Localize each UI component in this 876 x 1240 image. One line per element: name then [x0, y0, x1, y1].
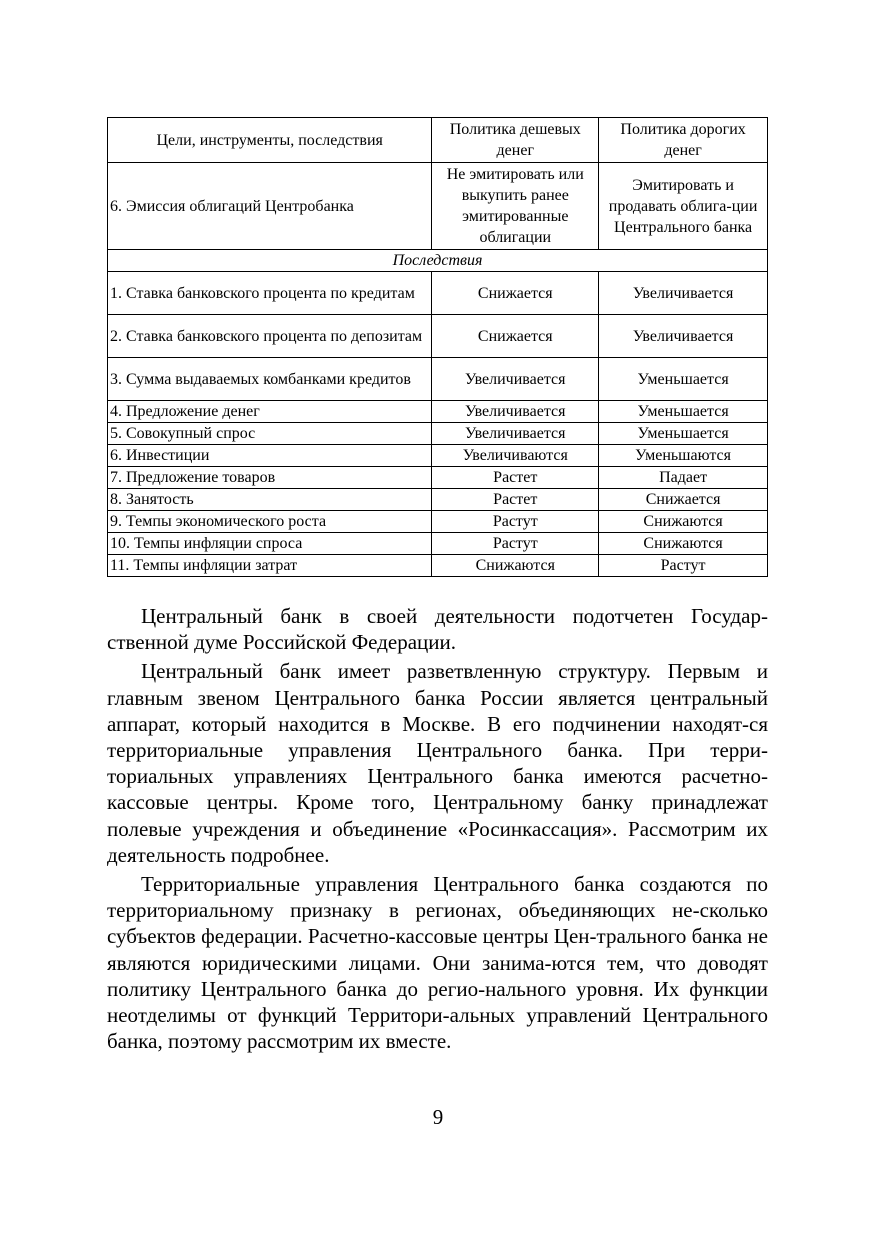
header-cheap-money: Политика дешевых денег	[432, 118, 599, 163]
row-expensive-value: Снижаются	[599, 511, 768, 533]
instrument-label: 6. Эмиссия облигаций Центробанка	[108, 163, 432, 250]
instrument-expensive: Эмитировать и продавать облига-ции Центрального банка	[599, 163, 768, 250]
row-expensive-value: Снижается	[599, 489, 768, 511]
consequence-rows	[108, 272, 768, 577]
header-expensive-money: Политика дорогих денег	[599, 118, 768, 163]
table-row	[108, 423, 768, 445]
paragraph: Территориальные управления Центрального банка создаются по территориальному признаку в регионах, объединяющих не-сколько субъектов федерации. Расчетно-кассовые центры Цен-трального банка не являются юридическими лицами. Они занима-ются тем, что доводят политику Центрального банка до регио-нального уровня. Их функции неотделимы от функций Территори-альных управлений Центрального банка, поэтому рассмотрим их вместе.	[107, 872, 768, 1054]
row-label: 5. Совокупный спрос	[108, 423, 432, 445]
section-consequences: Последствия	[108, 250, 768, 272]
table-row	[108, 533, 768, 555]
row-expensive-value: Растут	[599, 555, 768, 577]
table-row	[108, 445, 768, 467]
row-cheap-value: Снижаются	[432, 555, 599, 577]
table-row	[108, 315, 768, 358]
row-cheap-value: Растет	[432, 489, 599, 511]
row-label: 4. Предложение денег	[108, 401, 432, 423]
row-label: 8. Занятость	[108, 489, 432, 511]
page-number: 9	[432, 1105, 444, 1129]
row-expensive-value: Снижаются	[599, 533, 768, 555]
header-goals: Цели, инструменты, последствия	[108, 118, 432, 163]
row-cheap-value: Растут	[432, 533, 599, 555]
row-cheap-value: Снижается	[432, 272, 599, 315]
row-label: 11. Темпы инфляции затрат	[108, 555, 432, 577]
table-row	[108, 511, 768, 533]
row-cheap-value: Увеличивается	[432, 401, 599, 423]
paragraph: Центральный банк имеет разветвленную структуру. Первым и главным звеном Центрального банка России является центральный аппарат, который находится в Москве. В его подчинении находят-ся территориальные управления Центрального банка. При терри-ториальных управлениях Центрального банка имеются расчетно-кассовые центры. Кроме того, Центральному банку принадлежат полевые учреждения и объединение «Росинкассация». Рассмотрим их деятельность подробнее.	[107, 659, 768, 867]
table-section-row	[108, 250, 768, 272]
row-cheap-value: Увеличивается	[432, 423, 599, 445]
row-label: 6. Инвестиции	[108, 445, 432, 467]
table-row	[108, 555, 768, 577]
table-row	[108, 467, 768, 489]
instrument-cheap: Не эмитировать или выкупить ранее эмитированные облигации	[432, 163, 599, 250]
row-expensive-value: Уменьшается	[599, 401, 768, 423]
row-cheap-value: Растут	[432, 511, 599, 533]
row-label: 10. Темпы инфляции спроса	[108, 533, 432, 555]
monetary-policy-table	[107, 117, 768, 577]
row-expensive-value: Увеличивается	[599, 315, 768, 358]
table-row	[108, 358, 768, 401]
row-label: 9. Темпы экономического роста	[108, 511, 432, 533]
body-text	[107, 603, 768, 1057]
row-cheap-value: Снижается	[432, 315, 599, 358]
row-expensive-value: Увеличивается	[599, 272, 768, 315]
row-expensive-value: Уменьшается	[599, 358, 768, 401]
row-expensive-value: Уменьшаются	[599, 445, 768, 467]
row-label: 7. Предложение товаров	[108, 467, 432, 489]
row-label: 1. Ставка банковского процента по кредитам	[108, 272, 432, 315]
row-label: 2. Ставка банковского процента по депозитам	[108, 315, 432, 358]
table-row	[108, 489, 768, 511]
row-expensive-value: Уменьшается	[599, 423, 768, 445]
row-label: 3. Сумма выдаваемых комбанками кредитов	[108, 358, 432, 401]
table-row	[108, 272, 768, 315]
row-cheap-value: Увеличивается	[432, 358, 599, 401]
paragraph: Центральный банк в своей деятельности подотчетен Государ-ственной думе Российской Федерации.	[107, 604, 768, 655]
row-cheap-value: Растет	[432, 467, 599, 489]
table-header-row	[108, 118, 768, 163]
table-row	[108, 401, 768, 423]
row-cheap-value: Увеличиваются	[432, 445, 599, 467]
table-row-instrument	[108, 163, 768, 250]
row-expensive-value: Падает	[599, 467, 768, 489]
